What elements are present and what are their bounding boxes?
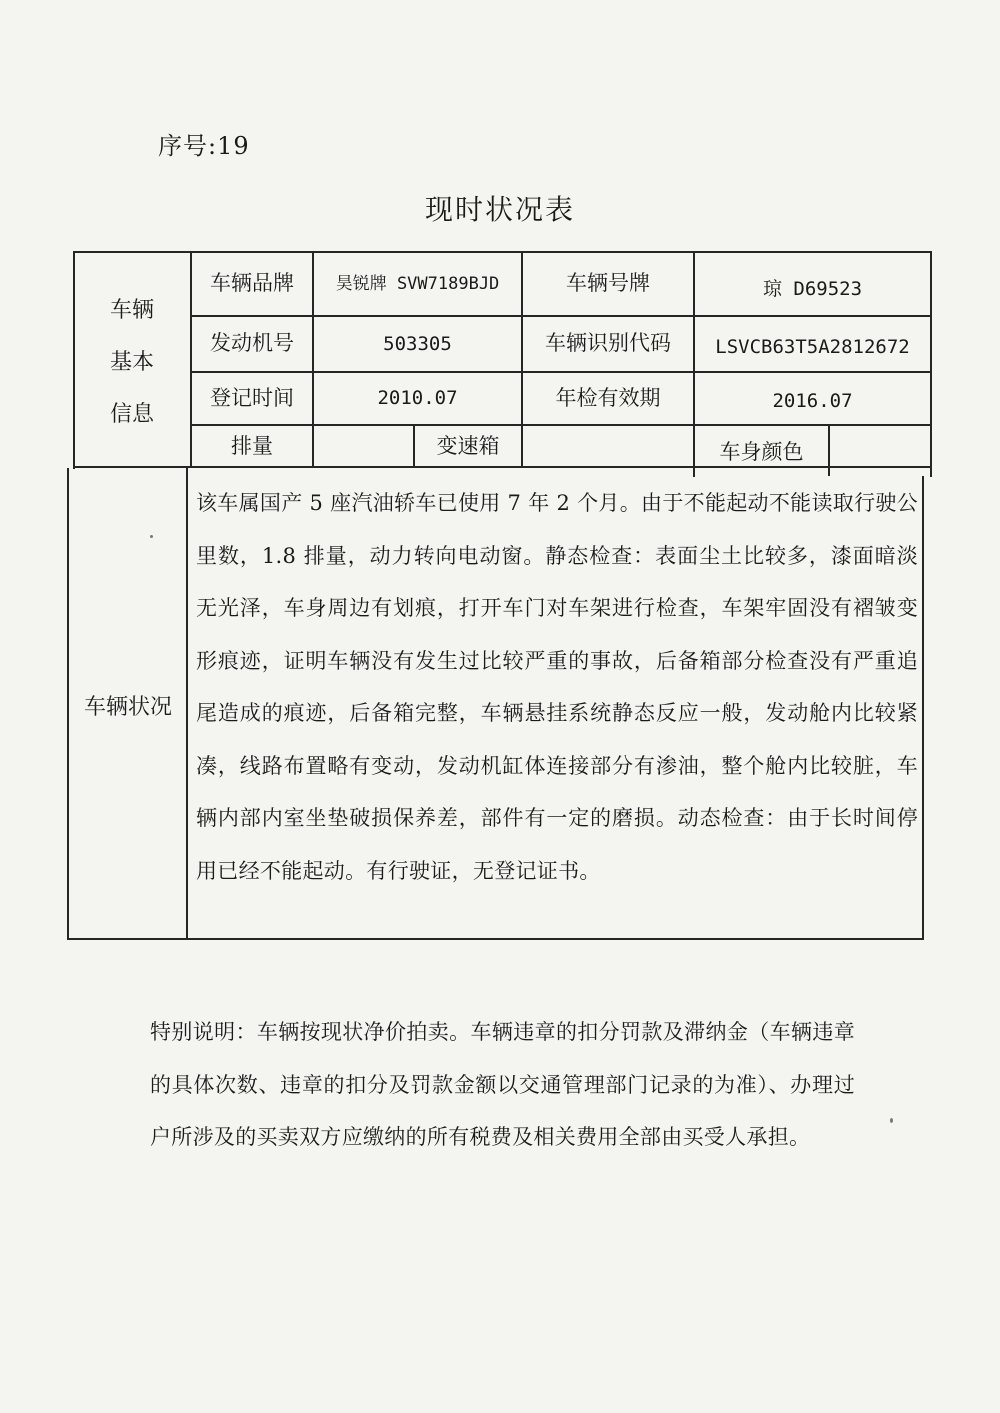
inspection-validity-label: 年检有效期 [555, 385, 661, 410]
displacement-label: 排量 [231, 434, 273, 459]
registration-date-value: 2010.07 [377, 387, 458, 410]
vin-label: 车辆识别代码 [545, 331, 671, 356]
plate-value: 琼 D69523 [762, 277, 863, 300]
vin-value: LSVCB63T5A2812672 [715, 335, 910, 358]
section-label-line-1: 车辆 [109, 298, 154, 323]
basic-info-section-label [73, 258, 191, 468]
body-color-value [830, 430, 930, 476]
scan-speck [890, 1118, 893, 1123]
plate-label: 车辆号牌 [566, 271, 650, 296]
engine-number-label: 发动机号 [210, 331, 294, 356]
document-title: 现时状况表 [424, 193, 575, 226]
engine-number-value: 503305 [383, 332, 452, 355]
body-color-label: 车身颜色 [719, 440, 804, 465]
registration-date-label: 登记时间 [210, 385, 294, 410]
serial-number: 序号:19 [158, 132, 250, 160]
brand-label: 车辆品牌 [210, 271, 294, 296]
gearbox-label: 变速箱 [436, 434, 500, 459]
vehicle-status-label: 车辆状况 [83, 694, 172, 720]
brand-value: 昊锐牌 SVW7189BJD [335, 273, 500, 294]
vehicle-status-description: 该车属国产 5 座汽油轿车已使用 7 年 2 个月。由于不能起动不能读取行驶公里数，1.8 排量，动力转向电动窗。静态检查：表面尘土比较多，漆面暗淡无光泽，车身周边有划痕，打开车门对车架进行检查，车架牢固没有褶皱变形痕迹，证明车辆没有发生过比较严重的事故，后备箱部分检查没有严重追尾造成的痕迹，后备箱完整，车辆悬挂系统静态反应一般，发动舱内比较紧凑，线路布置略有变动，发动机缸体连接部分有渗油，整个舱内比较脏，车辆内部内室坐垫破损保养差，部件有一定的磨损。动态检查：由于长时间停用已经不能起动。有行驶证，无登记证书。 [196, 491, 918, 883]
inspection-validity-value: 2016.07 [772, 390, 853, 413]
scan-speck [150, 535, 153, 538]
displacement-value [314, 426, 413, 468]
section-label-line-3: 信息 [109, 402, 154, 427]
special-note: 特别说明：车辆按现状净价拍卖。车辆违章的扣分罚款及滞纳金（车辆违章的具体次数、违章的扣分及罚款金额以交通管理部门记录的为准）、办理过户所涉及的买卖双方应缴纳的所有税费及相关费用全部由买受人承担。 [150, 1020, 855, 1149]
section-label-line-2: 基本 [109, 350, 154, 375]
gearbox-value [523, 426, 693, 468]
